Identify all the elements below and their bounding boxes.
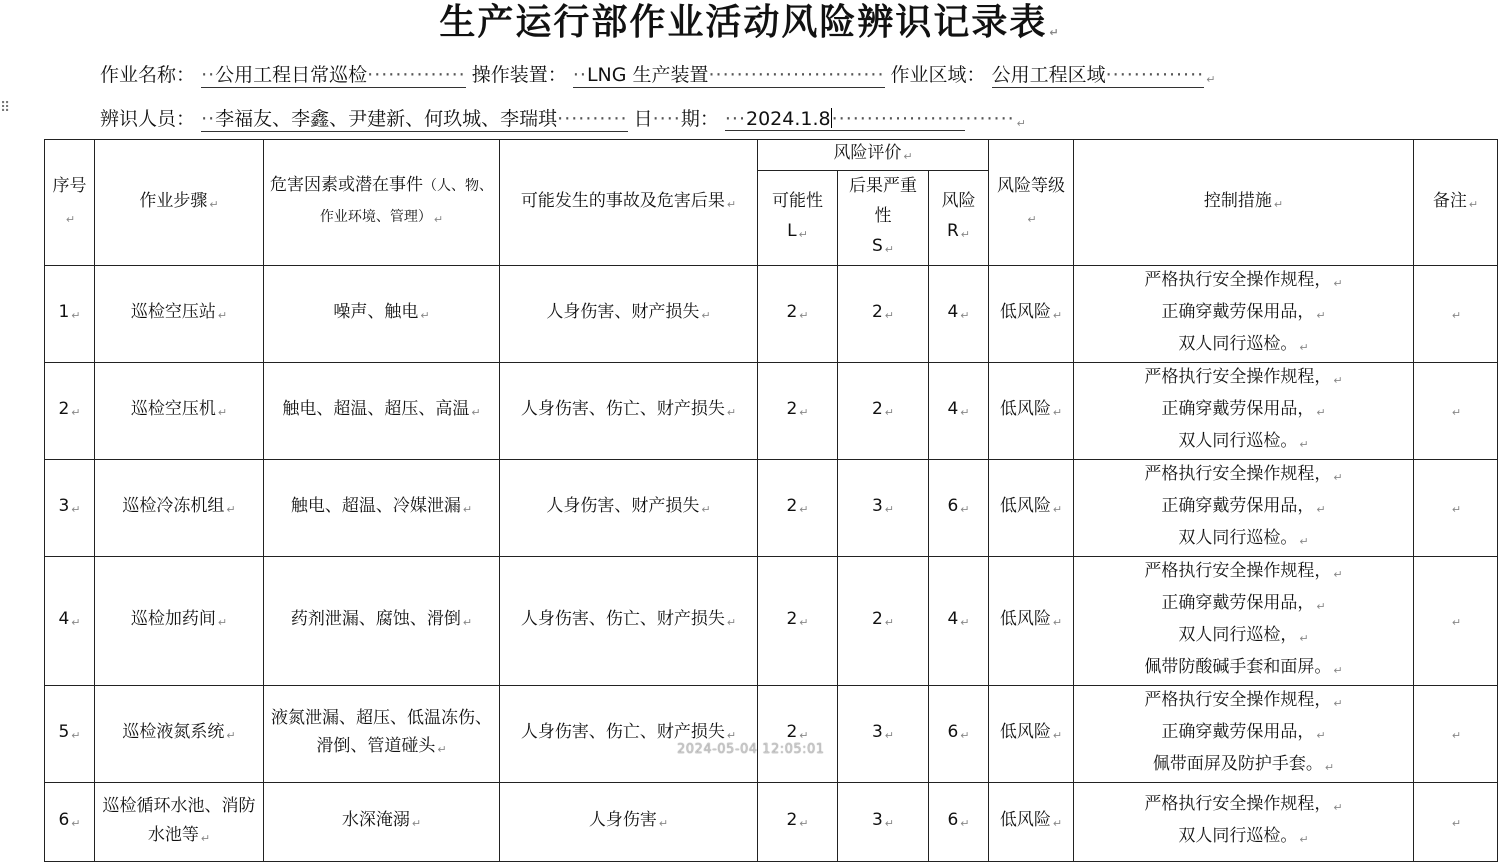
table-row [45,557,1498,686]
area-label: 作业区域： [890,64,986,86]
cell-risk: 6 ↵ [929,686,989,783]
cell-step: 巡检液氮系统 ↵ [95,686,264,783]
cell-step: 巡检加药间 ↵ [95,557,264,686]
info-line-1: 作业名称： ··公用工程日常巡检·············· 操作装置： ··LNG 生产装置························· 作业区域： 公用工程区域·············· ↵ [100,60,1215,88]
cell-likelihood: 2 ↵ [758,686,838,783]
header-remarks: 备注 ↵ [1414,140,1498,266]
job-name-field[interactable]: ··公用工程日常巡检·············· [201,60,466,88]
cell-measures: 严格执行安全操作规程， ↵ 正确穿戴劳保用品， ↵ 双人同行巡检。 ↵ [1074,266,1414,363]
header-step: 作业步骤 ↵ [95,140,264,266]
date-label: 日····期： [633,108,719,130]
header-consequence: 可能发生的事故及危害后果 ↵ [500,140,758,266]
cell-level: 低风险 ↵ [989,363,1074,460]
cell-no: 5 ↵ [45,686,95,783]
document-title: 生产运行部作业活动风险辨识记录表 ↵ [439,2,1061,43]
table-row [45,266,1498,363]
cell-consequence: 人身伤害、伤亡、财产损失 ↵ [500,686,758,783]
cell-risk: 4 ↵ [929,363,989,460]
cell-remarks: ↵ [1414,460,1498,557]
table-row [45,363,1498,460]
cell-measures: 严格执行安全操作规程， ↵ 双人同行巡检。 ↵ [1074,783,1414,862]
drag-handle-icon[interactable]: ⠿ [0,100,10,116]
cell-hazard: 触电、超温、超压、高温 ↵ [264,363,500,460]
cell-likelihood: 2 ↵ [758,783,838,862]
header-likelihood: 可能性 L ↵ [758,171,838,266]
cell-severity: 2 ↵ [838,557,929,686]
cell-measures: 严格执行安全操作规程， ↵ 正确穿戴劳保用品， ↵ 双人同行巡检。 ↵ [1074,363,1414,460]
cell-severity: 3 ↵ [838,686,929,783]
cell-hazard: 噪声、触电 ↵ [264,266,500,363]
cell-consequence: 人身伤害 ↵ [500,783,758,862]
cell-measures: 严格执行安全操作规程， ↵ 正确穿戴劳保用品， ↵ 佩带面屏及防护手套。 ↵ [1074,686,1414,783]
cell-step: 巡检冷冻机组 ↵ [95,460,264,557]
cell-consequence: 人身伤害、财产损失 ↵ [500,460,758,557]
cell-level: 低风险 ↵ [989,460,1074,557]
table-row [45,686,1498,783]
cell-no: 1 ↵ [45,266,95,363]
device-field[interactable]: ··LNG 生产装置························· [573,60,885,88]
cell-no: 6 ↵ [45,783,95,862]
cell-remarks: ↵ [1414,363,1498,460]
identifiers-field[interactable]: ··李福友、李鑫、尹建新、何玖城、李瑞琪·········· [201,104,628,132]
cell-level: 低风险 ↵ [989,557,1074,686]
cell-level: 低风险 ↵ [989,783,1074,862]
cell-likelihood: 2 ↵ [758,557,838,686]
job-name-label: 作业名称： [100,64,196,86]
cell-level: 低风险 ↵ [989,266,1074,363]
cell-remarks: ↵ [1414,557,1498,686]
header-measures: 控制措施 ↵ [1074,140,1414,266]
cell-severity: 3 ↵ [838,783,929,862]
cell-severity: 3 ↵ [838,460,929,557]
cell-risk: 6 ↵ [929,783,989,862]
timestamp-overlay: 2024-05-04 12:05:01 [677,742,825,757]
cell-likelihood: 2 ↵ [758,460,838,557]
area-field[interactable]: 公用工程区域·············· [992,60,1205,88]
cell-no: 2 ↵ [45,363,95,460]
header-no: 序号↵ [45,140,95,266]
cell-level: 低风险 ↵ [989,686,1074,783]
header-risk-eval: 风险评价 ↵ [758,140,989,171]
device-label: 操作装置： [471,64,567,86]
cell-hazard: 药剂泄漏、腐蚀、滑倒 ↵ [264,557,500,686]
info-line-2: 辨识人员： ··李福友、李鑫、尹建新、何玖城、李瑞琪·········· 日····期： ···2024.1.8·························· ↵ [100,104,1026,132]
cell-risk: 4 ↵ [929,557,989,686]
table-row [45,783,1498,862]
cell-step: 巡检循环水池、消防水池等 ↵ [95,783,264,862]
cell-severity: 2 ↵ [838,266,929,363]
header-risk: 风险 R ↵ [929,171,989,266]
cell-risk: 6 ↵ [929,460,989,557]
cell-measures: 严格执行安全操作规程， ↵ 正确穿戴劳保用品， ↵ 双人同行巡检， ↵ 佩带防酸碱手套和面屏。 ↵ [1074,557,1414,686]
cell-remarks: ↵ [1414,783,1498,862]
cell-no: 3 ↵ [45,460,95,557]
cell-hazard: 液氮泄漏、超压、低温冻伤、滑倒、管道碰头 ↵ [264,686,500,783]
header-hazard: 危害因素或潜在事件（人、物、作业环境、管理） ↵ [264,140,500,266]
cell-consequence: 人身伤害、财产损失 ↵ [500,266,758,363]
date-field[interactable]: ···2024.1.8··················· [724,108,966,130]
cell-likelihood: 2 ↵ [758,363,838,460]
header-level: 风险等级↵ [989,140,1074,266]
cell-remarks: ↵ [1414,686,1498,783]
cell-hazard: 触电、超温、冷媒泄漏 ↵ [264,460,500,557]
identifier-label: 辨识人员： [100,108,196,130]
cell-step: 巡检空压站 ↵ [95,266,264,363]
cell-remarks: ↵ [1414,266,1498,363]
cell-likelihood: 2 ↵ [758,266,838,363]
cell-hazard: 水深淹溺 ↵ [264,783,500,862]
cell-no: 4 ↵ [45,557,95,686]
cell-consequence: 人身伤害、伤亡、财产损失 ↵ [500,363,758,460]
cell-risk: 4 ↵ [929,266,989,363]
cell-consequence: 人身伤害、伤亡、财产损失 ↵ [500,557,758,686]
cell-measures: 严格执行安全操作规程， ↵ 正确穿戴劳保用品， ↵ 双人同行巡检。 ↵ [1074,460,1414,557]
cell-step: 巡检空压机 ↵ [95,363,264,460]
cell-severity: 2 ↵ [838,363,929,460]
header-severity: 后果严重性 S ↵ [838,171,929,266]
table-row [45,460,1498,557]
